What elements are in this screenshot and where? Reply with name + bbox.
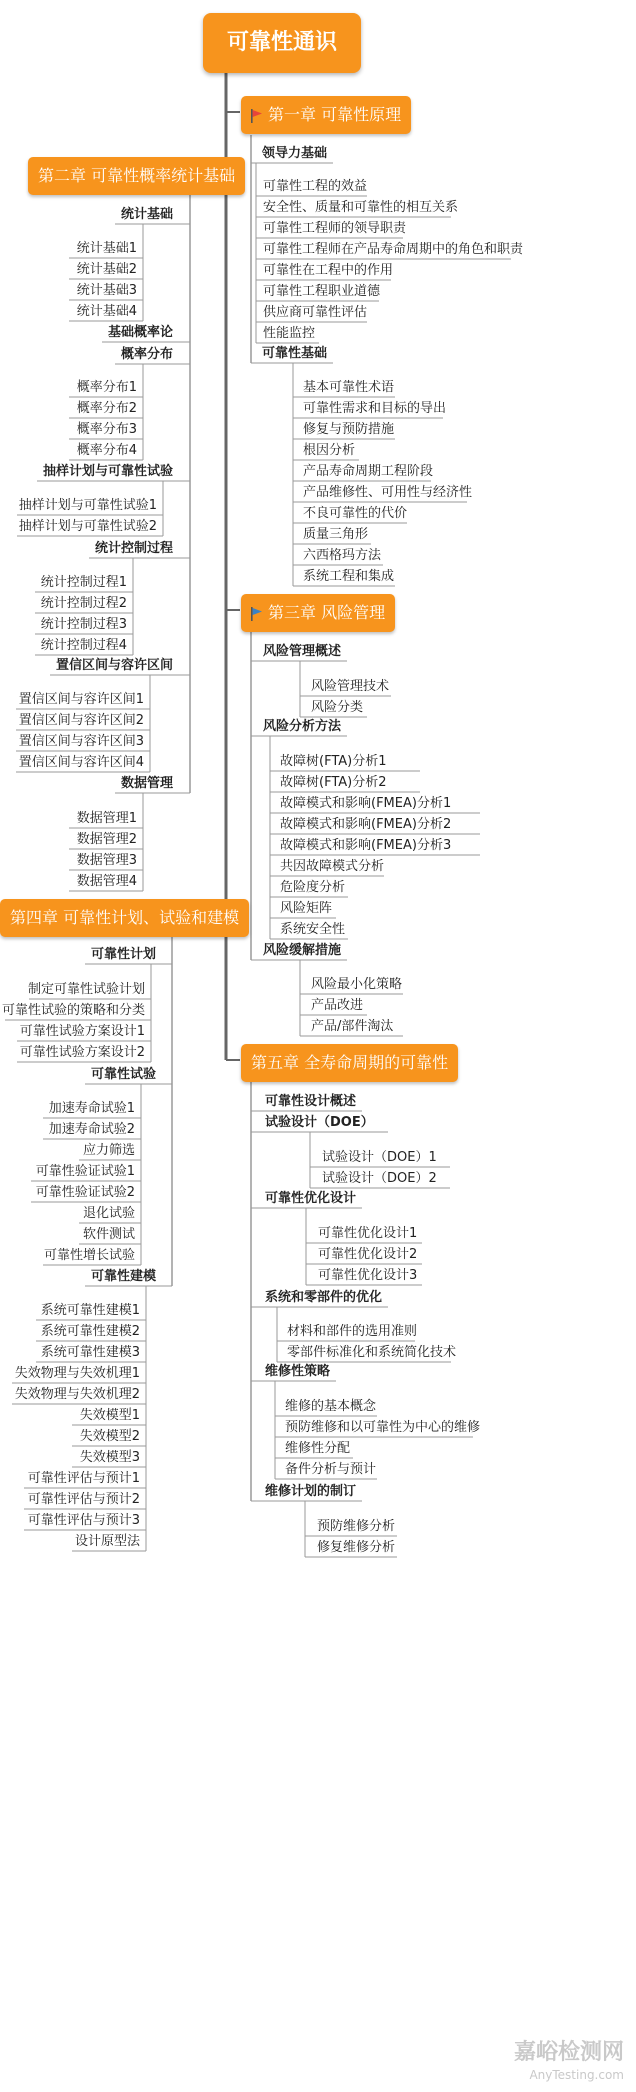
topic-item[interactable]: 共因故障模式分析 [280, 859, 385, 874]
topic-item[interactable]: 加速寿命试验2 [48, 1122, 135, 1137]
topic-item[interactable]: 故障树(FTA)分析2 [280, 775, 387, 790]
chapter-title: 第五章 全寿命周期的可靠性 [251, 1053, 449, 1072]
chapter-title: 第二章 可靠性概率统计基础 [38, 166, 236, 185]
topic-item[interactable]: 质量三角形 [303, 527, 369, 542]
topic-item[interactable]: 风险矩阵 [280, 901, 333, 916]
topic-item[interactable]: 六西格玛方法 [303, 548, 382, 563]
topic-item[interactable]: 置信区间与容许区间2 [18, 713, 144, 728]
topic-item[interactable]: 预防维修和以可靠性为中心的维修 [285, 1420, 481, 1435]
topic-item[interactable]: 可靠性试验方案设计1 [19, 1024, 145, 1039]
chapter-3-topic[interactable] [241, 594, 395, 632]
topic-item[interactable]: 系统工程和集成 [303, 569, 395, 584]
topic-item[interactable]: 退化试验 [82, 1206, 135, 1221]
topic-item[interactable]: 可靠性工程的效益 [263, 179, 368, 194]
watermark [514, 2042, 624, 2086]
topic-item[interactable]: 系统安全性 [280, 922, 346, 937]
topic-item[interactable]: 数据管理2 [76, 832, 137, 847]
topic-item[interactable]: 抽样计划与可靠性试验2 [18, 519, 157, 534]
topic-item[interactable]: 维修性分配 [285, 1441, 351, 1456]
topic-item[interactable]: 可靠性试验方案设计2 [19, 1045, 145, 1060]
topic-item[interactable]: 失效模型2 [79, 1429, 140, 1444]
topic-item[interactable]: 可靠性工程师在产品寿命周期中的角色和职责 [263, 242, 524, 257]
topic-item[interactable]: 数据管理4 [76, 874, 137, 889]
watermark-text: 嘉峪检测网 [513, 2040, 624, 2065]
topic-item[interactable]: 数据管理1 [76, 811, 137, 826]
topic-item[interactable]: 统计控制过程4 [40, 638, 127, 653]
topic-item[interactable]: 置信区间与容许区间1 [18, 692, 144, 707]
topic-item[interactable]: 基本可靠性术语 [303, 380, 395, 395]
topic-item[interactable]: 产品维修性、可用性与经济性 [303, 485, 473, 500]
group-label[interactable]: 统计控制过程 [94, 541, 173, 556]
topic-item[interactable]: 供应商可靠性评估 [263, 305, 368, 320]
topic-item[interactable]: 可靠性在工程中的作用 [263, 263, 394, 278]
topic-item[interactable]: 统计控制过程1 [40, 575, 127, 590]
topic-item[interactable]: 性能监控 [263, 326, 316, 341]
topic-item[interactable]: 统计基础2 [76, 262, 137, 277]
group-label[interactable]: 可靠性计划 [90, 947, 156, 962]
topic-item[interactable]: 产品寿命周期工程阶段 [303, 464, 434, 479]
topic-item[interactable]: 制定可靠性试验计划 [27, 982, 145, 997]
topic-item[interactable]: 统计基础4 [76, 304, 137, 319]
topic-item[interactable]: 概率分布2 [76, 401, 137, 416]
topic-item[interactable]: 风险管理技术 [311, 679, 390, 694]
group-label[interactable]: 系统和零部件的优化 [265, 1290, 383, 1305]
topic-item[interactable]: 零部件标准化和系统简化技术 [287, 1345, 457, 1360]
topic-item[interactable]: 抽样计划与可靠性试验1 [18, 498, 157, 513]
group-label[interactable]: 概率分布 [120, 347, 173, 362]
topic-item[interactable]: 统计基础1 [76, 241, 137, 256]
topic-item[interactable]: 软件测试 [82, 1227, 135, 1242]
topic-item[interactable]: 不良可靠性的代价 [303, 506, 408, 521]
blue-flag-icon [251, 607, 262, 621]
topic-item[interactable]: 可靠性评估与预计1 [27, 1471, 140, 1486]
topic-item[interactable]: 加速寿命试验1 [48, 1101, 135, 1116]
topic-item[interactable]: 可靠性工程师的领导职责 [263, 221, 407, 236]
topic-item[interactable]: 应力筛选 [82, 1143, 135, 1158]
topic-item[interactable]: 可靠性需求和目标的导出 [303, 401, 447, 416]
topic-item[interactable]: 故障树(FTA)分析1 [280, 754, 387, 769]
topic-item[interactable]: 危险度分析 [280, 880, 346, 895]
topic-item[interactable]: 预防维修分析 [317, 1519, 396, 1534]
group-label[interactable]: 维修计划的制订 [265, 1484, 357, 1499]
group-label[interactable]: 可靠性设计概述 [265, 1094, 357, 1109]
topic-item[interactable]: 系统可靠性建模1 [40, 1303, 140, 1318]
group-label[interactable]: 可靠性基础 [262, 346, 328, 361]
group-label[interactable]: 试验设计（DOE） [265, 1115, 374, 1130]
topic-item[interactable]: 置信区间与容许区间4 [18, 755, 144, 770]
topic-item[interactable]: 风险最小化策略 [311, 977, 403, 992]
topic-item[interactable]: 根因分析 [303, 443, 356, 458]
group-label[interactable]: 领导力基础 [262, 146, 328, 161]
topic-item[interactable]: 故障模式和影响(FMEA)分析3 [280, 838, 452, 853]
group-label[interactable]: 置信区间与容许区间 [55, 658, 173, 673]
group-label[interactable]: 维修性策略 [265, 1364, 331, 1379]
red-flag-icon [251, 109, 262, 123]
topic-item[interactable]: 数据管理3 [76, 853, 137, 868]
topic-item[interactable]: 试验设计（DOE）1 [322, 1150, 437, 1165]
group-label[interactable]: 风险分析方法 [263, 719, 342, 734]
topic-item[interactable]: 可靠性优化设计2 [318, 1247, 418, 1262]
chapter-4-topic[interactable] [0, 899, 249, 937]
topic-item[interactable]: 修复维修分析 [317, 1540, 396, 1555]
topic-item[interactable]: 失效物理与失效机理1 [14, 1366, 140, 1381]
group-label[interactable]: 抽样计划与可靠性试验 [42, 464, 173, 479]
topic-item[interactable]: 可靠性评估与预计3 [27, 1513, 140, 1528]
group-label[interactable]: 可靠性优化设计 [265, 1191, 357, 1206]
topic-item[interactable]: 可靠性优化设计1 [318, 1226, 418, 1241]
group-label[interactable]: 可靠性试验 [90, 1067, 156, 1082]
chapter-2-topic[interactable] [28, 157, 245, 195]
topic-item[interactable]: 系统可靠性建模3 [40, 1345, 140, 1360]
group-label[interactable]: 基础概率论 [107, 325, 173, 340]
topic-item[interactable]: 统计控制过程2 [40, 596, 127, 611]
group-label[interactable]: 数据管理 [120, 776, 173, 791]
topic-item[interactable]: 修复与预防措施 [303, 422, 395, 437]
chapter-title: 第四章 可靠性计划、试验和建模 [10, 908, 240, 927]
topic-item[interactable]: 概率分布1 [76, 380, 137, 395]
topic-item[interactable]: 置信区间与容许区间3 [18, 734, 144, 749]
topic-item[interactable]: 可靠性工程职业道德 [263, 284, 381, 299]
topic-item[interactable]: 安全性、质量和可靠性的相互关系 [263, 200, 459, 215]
group-label[interactable]: 风险缓解措施 [263, 943, 342, 958]
group-label[interactable]: 统计基础 [120, 207, 173, 222]
topic-item[interactable]: 产品改进 [311, 998, 364, 1013]
topic-item[interactable]: 失效物理与失效机理2 [14, 1387, 140, 1402]
watermark-url: AnyTesting.com [529, 2068, 624, 2082]
topic-item[interactable]: 可靠性增长试验 [43, 1248, 135, 1263]
topic-item[interactable]: 可靠性试验的策略和分类 [1, 1003, 145, 1018]
topic-item[interactable]: 产品/部件淘汰 [311, 1019, 394, 1034]
topic-item[interactable]: 故障模式和影响(FMEA)分析1 [280, 796, 452, 811]
topic-item[interactable]: 设计原型法 [74, 1534, 140, 1549]
topic-item[interactable]: 失效模型1 [79, 1408, 140, 1423]
topic-item[interactable]: 可靠性验证试验2 [35, 1185, 135, 1200]
topic-item[interactable]: 统计基础3 [76, 283, 137, 298]
group-label[interactable]: 风险管理概述 [263, 644, 342, 659]
chapter-title: 第一章 可靠性原理 [268, 105, 402, 124]
group-label[interactable]: 可靠性建模 [90, 1269, 156, 1284]
topic-item[interactable]: 风险分类 [311, 700, 364, 715]
chapter-5-topic[interactable] [241, 1044, 458, 1082]
root-topic[interactable]: 可靠性通识 [203, 13, 361, 73]
topic-item[interactable]: 失效模型3 [79, 1450, 140, 1465]
topic-item[interactable]: 故障模式和影响(FMEA)分析2 [280, 817, 452, 832]
topic-item[interactable]: 备件分析与预计 [285, 1462, 377, 1477]
topic-item[interactable]: 材料和部件的选用准则 [287, 1324, 418, 1339]
topic-item[interactable]: 试验设计（DOE）2 [322, 1171, 437, 1186]
topic-item[interactable]: 概率分布4 [76, 443, 137, 458]
chapter-title: 第三章 风险管理 [268, 603, 386, 622]
topic-item[interactable]: 系统可靠性建模2 [40, 1324, 140, 1339]
topic-item[interactable]: 维修的基本概念 [285, 1399, 377, 1414]
topic-item[interactable]: 概率分布3 [76, 422, 137, 437]
topic-item[interactable]: 统计控制过程3 [40, 617, 127, 632]
topic-item[interactable]: 可靠性验证试验1 [35, 1164, 135, 1179]
topic-item[interactable]: 可靠性评估与预计2 [27, 1492, 140, 1507]
topic-item[interactable]: 可靠性优化设计3 [318, 1268, 418, 1283]
chapter-1-topic[interactable] [241, 96, 411, 134]
